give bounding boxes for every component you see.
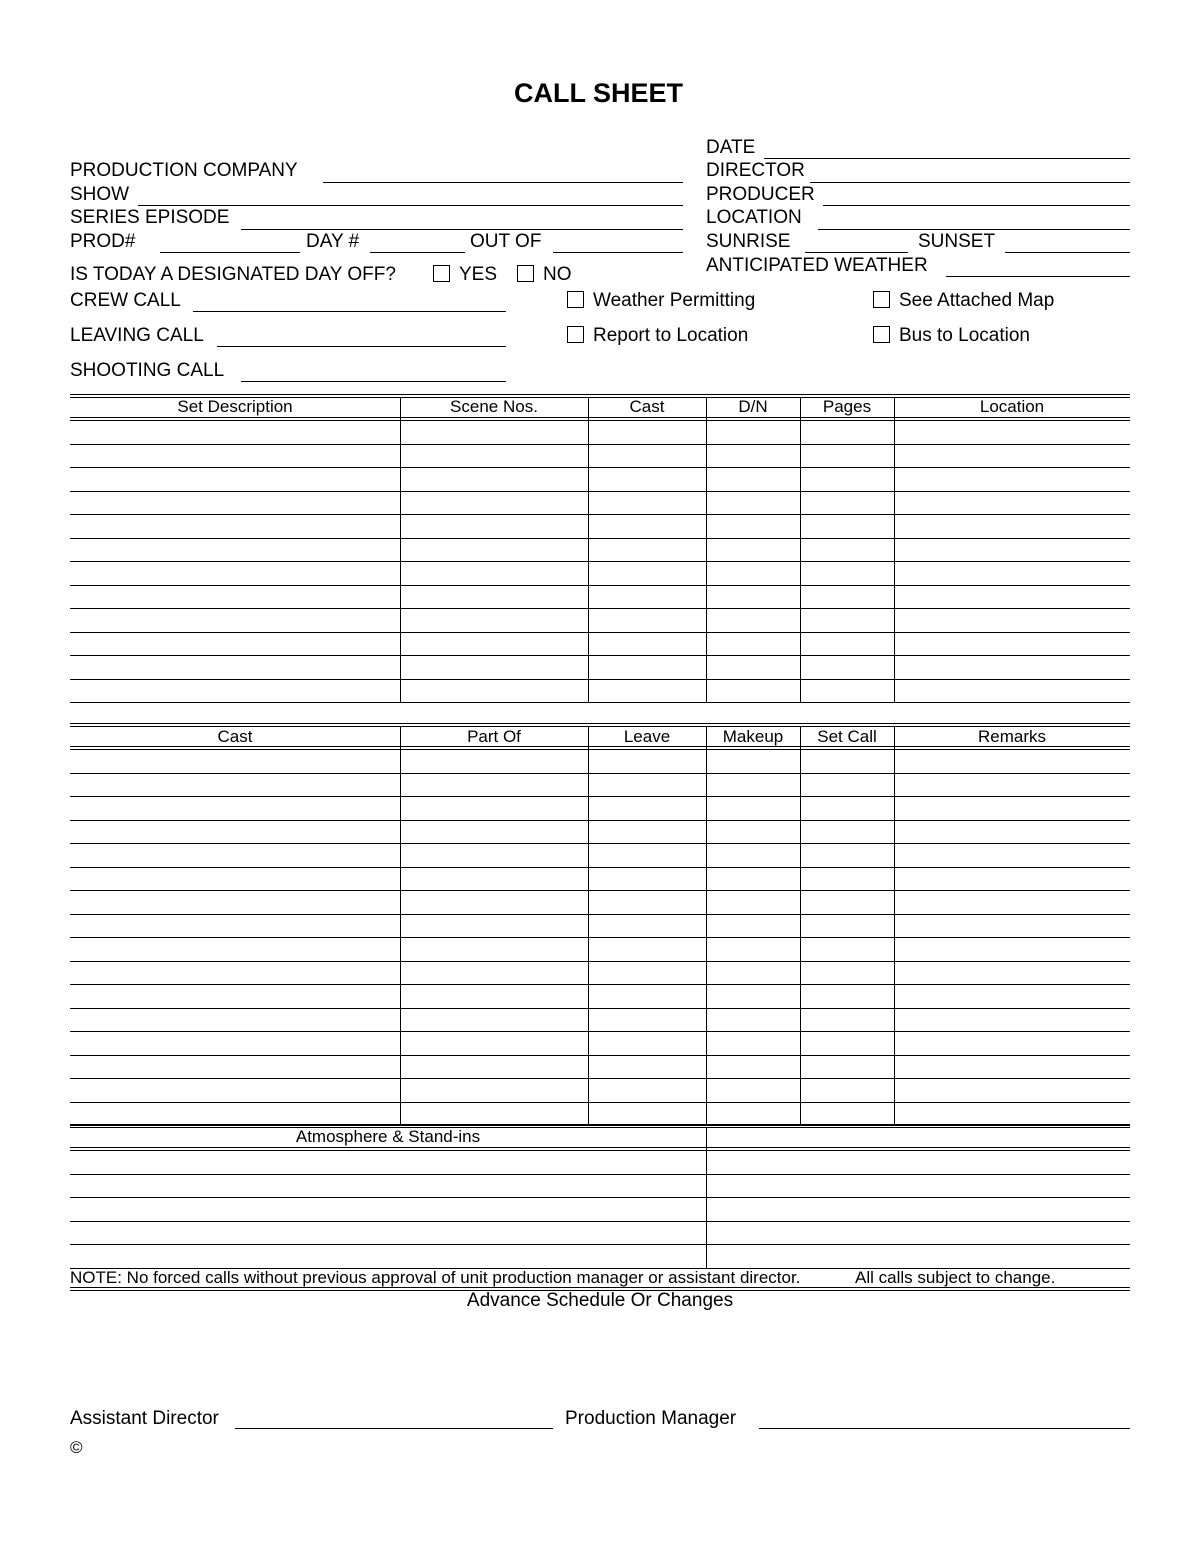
table-row-line (70, 1244, 1130, 1245)
table-row-line (70, 491, 1130, 492)
date-label: DATE (706, 137, 756, 158)
table-row-line (70, 961, 1130, 962)
header-cast: Cast (629, 397, 665, 416)
location-label: LOCATION (706, 207, 802, 228)
shooting-call-label: SHOOTING CALL (70, 360, 225, 381)
prod-field[interactable] (160, 252, 300, 253)
director-field[interactable] (810, 182, 1130, 183)
table-row-line (70, 444, 1130, 445)
producer-field[interactable] (823, 205, 1130, 206)
table-row-line (70, 1221, 1130, 1222)
producer-label: PRODUCER (706, 184, 815, 205)
leaving-call-label: LEAVING CALL (70, 325, 204, 346)
table-row-line (70, 1125, 1130, 1126)
table-row-line (70, 984, 1130, 985)
report-to-location-label: Report to Location (593, 325, 749, 346)
out-of-label: OUT OF (470, 231, 542, 252)
table-column-line (400, 726, 401, 1125)
table-row-line (70, 867, 1130, 868)
header-remarks: Remarks (977, 727, 1046, 746)
anticipated-weather-field[interactable] (946, 276, 1130, 277)
header-part-of: Part Of (467, 727, 521, 746)
table-rule (70, 1147, 1130, 1148)
table-row-line (70, 702, 1130, 703)
crew-call-label: CREW CALL (70, 290, 181, 311)
table-row-line (70, 585, 1130, 586)
production-company-label: PRODUCTION COMPANY (70, 160, 298, 181)
table-row-line (70, 514, 1130, 515)
table-column-line (800, 726, 801, 1125)
production-manager-signature[interactable] (759, 1428, 1130, 1429)
copyright-mark: © (70, 1438, 83, 1457)
yes-checkbox[interactable] (433, 265, 450, 282)
table-row-line (70, 820, 1130, 821)
note-change: All calls subject to change. (855, 1268, 1056, 1287)
series-episode-field[interactable] (241, 229, 683, 230)
header-scene-nos: Scene Nos. (450, 397, 538, 416)
table-rule (70, 394, 1130, 395)
leaving-call-field[interactable] (217, 346, 506, 347)
sunrise-field[interactable] (805, 252, 908, 253)
table-row-line (70, 538, 1130, 539)
header-atmosphere: Atmosphere & Stand-ins (295, 1127, 481, 1146)
date-field[interactable] (764, 158, 1130, 159)
table-column-line (588, 726, 589, 1125)
table-row-line (70, 1197, 1130, 1198)
header-makeup: Makeup (722, 727, 784, 746)
day-label: DAY # (306, 231, 360, 252)
table-rule (70, 723, 1130, 724)
table-row-line (70, 890, 1130, 891)
table-row-line (70, 1031, 1130, 1032)
table-rule (70, 417, 1130, 418)
table-rule (70, 420, 1130, 421)
assistant-director-label: Assistant Director (70, 1408, 219, 1429)
table-row-line (70, 796, 1130, 797)
header-dn: D/N (738, 397, 768, 416)
series-episode-label: SERIES EPISODE (70, 207, 230, 228)
table-column-line (588, 397, 589, 702)
production-company-field[interactable] (323, 182, 683, 183)
table-column-line (894, 397, 895, 702)
sunset-label: SUNSET (918, 231, 996, 252)
header-pages: Pages (822, 397, 872, 416)
table-row-line (70, 467, 1130, 468)
table-row-line (70, 1008, 1130, 1009)
table-row-line (70, 1102, 1130, 1103)
header-cast-name: Cast (217, 727, 253, 746)
crew-call-field[interactable] (193, 311, 506, 312)
bus-to-location-checkbox[interactable] (873, 326, 890, 343)
anticipated-weather-label: ANTICIPATED WEATHER (706, 255, 928, 276)
sunrise-label: SUNRISE (706, 231, 791, 252)
table-rule (70, 749, 1130, 750)
day-field[interactable] (370, 252, 465, 253)
table-row-line (70, 679, 1130, 680)
table-row-line (70, 608, 1130, 609)
table-row-line (70, 655, 1130, 656)
note-text: NOTE: No forced calls without previous approval of unit production manager or assistant director. (70, 1268, 801, 1287)
yes-label: YES (459, 264, 498, 285)
table-row-line (70, 773, 1130, 774)
production-manager-label: Production Manager (565, 1408, 737, 1429)
no-checkbox[interactable] (517, 265, 534, 282)
out-of-field[interactable] (553, 252, 683, 253)
report-to-location-checkbox[interactable] (567, 326, 584, 343)
page-title: CALL SHEET (514, 78, 684, 108)
day-off-question: IS TODAY A DESIGNATED DAY OFF? (70, 264, 396, 285)
table-row-line (70, 1055, 1130, 1056)
sunset-field[interactable] (1005, 252, 1130, 253)
weather-permitting-label: Weather Permitting (593, 290, 756, 311)
table-column-line (706, 397, 707, 702)
table-row-line (70, 937, 1130, 938)
table-row-line (70, 1174, 1130, 1175)
show-label: SHOW (70, 184, 130, 205)
table-rule (70, 1124, 1130, 1125)
header-set-description: Set Description (177, 397, 293, 416)
location-field[interactable] (818, 229, 1130, 230)
table-row-line (70, 632, 1130, 633)
table-column-line (894, 726, 895, 1125)
table-column-line (706, 726, 707, 1125)
table-rule (70, 1150, 1130, 1151)
show-field[interactable] (138, 205, 683, 206)
table-row-line (70, 843, 1130, 844)
note-rule (70, 1287, 1130, 1288)
see-attached-map-label: See Attached Map (899, 290, 1055, 311)
no-label: NO (543, 264, 572, 285)
header-set-call: Set Call (817, 727, 877, 746)
weather-permitting-checkbox[interactable] (567, 291, 584, 308)
table-row-line (70, 1078, 1130, 1079)
table-row-line (70, 914, 1130, 915)
table-column-line (800, 397, 801, 702)
table-row-line (70, 561, 1130, 562)
shooting-call-field[interactable] (241, 381, 506, 382)
see-attached-map-checkbox[interactable] (873, 291, 890, 308)
header-leave: Leave (623, 727, 671, 746)
director-label: DIRECTOR (706, 160, 805, 181)
advance-schedule-heading: Advance Schedule Or Changes (466, 1290, 734, 1311)
table-column-line (400, 397, 401, 702)
header-location: Location (979, 397, 1045, 416)
table-column-line (706, 1127, 707, 1268)
bus-to-location-label: Bus to Location (899, 325, 1030, 346)
prod-label: PROD# (70, 231, 136, 252)
assistant-director-signature[interactable] (235, 1428, 553, 1429)
